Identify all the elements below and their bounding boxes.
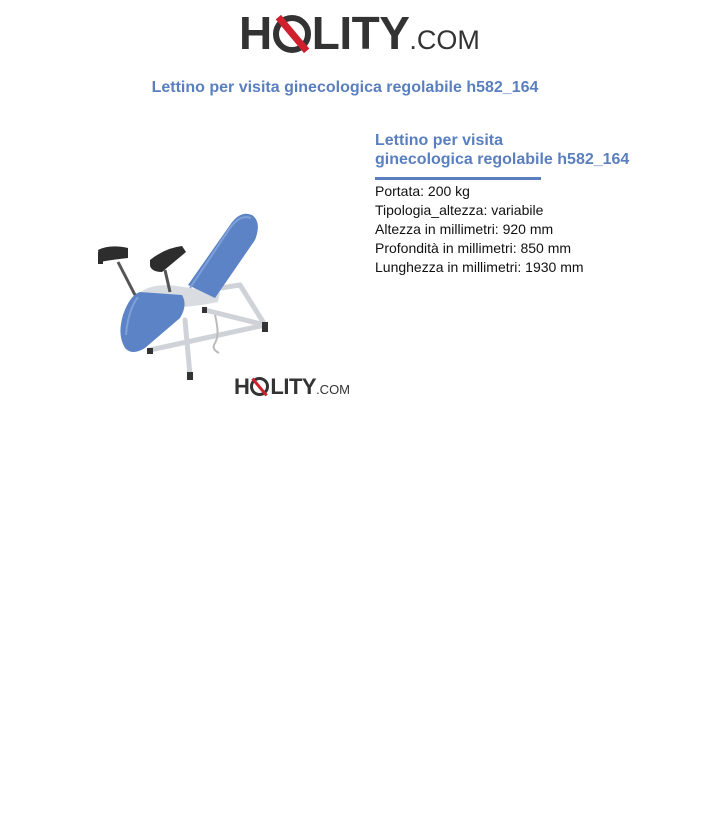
watermark-letter-h: H (234, 374, 250, 399)
logo-letters: LITY (311, 7, 410, 59)
product-title (375, 131, 675, 169)
spec-row: Tipologia_altezza: variabile (375, 202, 544, 218)
page-title: Lettino per visita ginecologica regolabile h582_164 (151, 79, 539, 96)
logo-o-mark-icon (273, 15, 311, 53)
product-info (375, 131, 675, 277)
watermark-o-mark-icon (250, 377, 269, 396)
product-image (90, 200, 290, 390)
product-title-line1: Lettino per visita (375, 132, 504, 149)
spec-row: Profondità in millimetri: 850 mm (375, 240, 572, 256)
spec-row: Portata: 200 kg (375, 183, 470, 199)
image-watermark-logo (234, 375, 350, 398)
spec-row: Altezza in millimetri: 920 mm (375, 221, 554, 237)
watermark-letters: LITY (270, 374, 317, 399)
holity-logo[interactable] (239, 7, 480, 59)
logo-domain: .COM (409, 25, 480, 55)
logo-letter-h: H (239, 7, 272, 59)
spec-row: Lunghezza in millimetri: 1930 mm (375, 259, 584, 275)
product-title-line2: ginecologica regolabile h582_164 (375, 151, 630, 168)
watermark-domain: .COM (316, 382, 351, 397)
title-divider (375, 177, 541, 180)
